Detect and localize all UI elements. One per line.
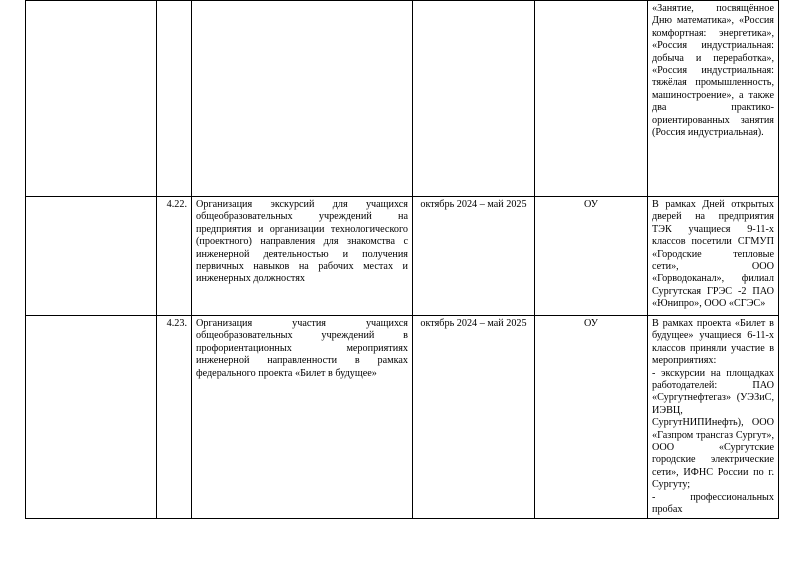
period-cell	[413, 1, 535, 197]
table-row	[26, 1, 779, 197]
row-number-cell	[157, 1, 192, 197]
executor-cell	[535, 1, 648, 197]
blank-cell	[26, 1, 157, 197]
row-number-cell: 4.23.	[157, 316, 192, 519]
table-row	[26, 316, 779, 519]
executor-cell: ОУ	[535, 316, 648, 519]
activity-cell: Организация экскурсий для учащихся общеобразовательных учреждений на предприятия и организации технологического (проектного) направления для знакомства с инженерной деятельностью и получения первичных навыков на рабочих местах и инженерных должностях	[192, 197, 413, 316]
plan-table	[25, 0, 779, 519]
activity-cell: Организация участия учащихся общеобразовательных учреждений в профориентационных мероприятиях инженерной направленности в рамках федерального проекта «Билет в будущее»	[192, 316, 413, 519]
period-cell: октябрь 2024 – май 2025	[413, 197, 535, 316]
period-cell: октябрь 2024 – май 2025	[413, 316, 535, 519]
activity-cell	[192, 1, 413, 197]
blank-cell	[26, 197, 157, 316]
blank-cell	[26, 316, 157, 519]
row-number-cell: 4.22.	[157, 197, 192, 316]
executor-cell: ОУ	[535, 197, 648, 316]
result-cell: В рамках Дней открытых дверей на предприятия ТЭК учащиеся 9-11-х классов посетили СГМУП «Городские тепловые сети», ООО «Горводоканал», филиал Сургутская ГРЭС -2 ПАО «Юнипро», ООО «СГЭС»	[648, 197, 779, 316]
result-cell: В рамках проекта «Билет в будущее» учащиеся 6-11-х классов приняли участие в мероприятиях: - экскурсии на площадках работодателей: ПАО «Сургутнефтегаз» (УЭЗиС, ИЭВЦ, СургутНИПИнефть), ООО «Газпром трансгаз Сургут», ООО «Сургутские городские электрические сети», ИФНС России по г. Сургуту; - профессиональных пробах	[648, 316, 779, 519]
table-row	[26, 197, 779, 316]
result-cell: «Занятие, посвящённое Дню математика», «Россия комфортная: энергетика», «Россия индустриальная: добыча и переработка», «Россия индустриальная: тяжёлая промышленность, машиностроение», а также два практико-ориентированных занятия (Россия индустриальная).	[648, 1, 779, 197]
